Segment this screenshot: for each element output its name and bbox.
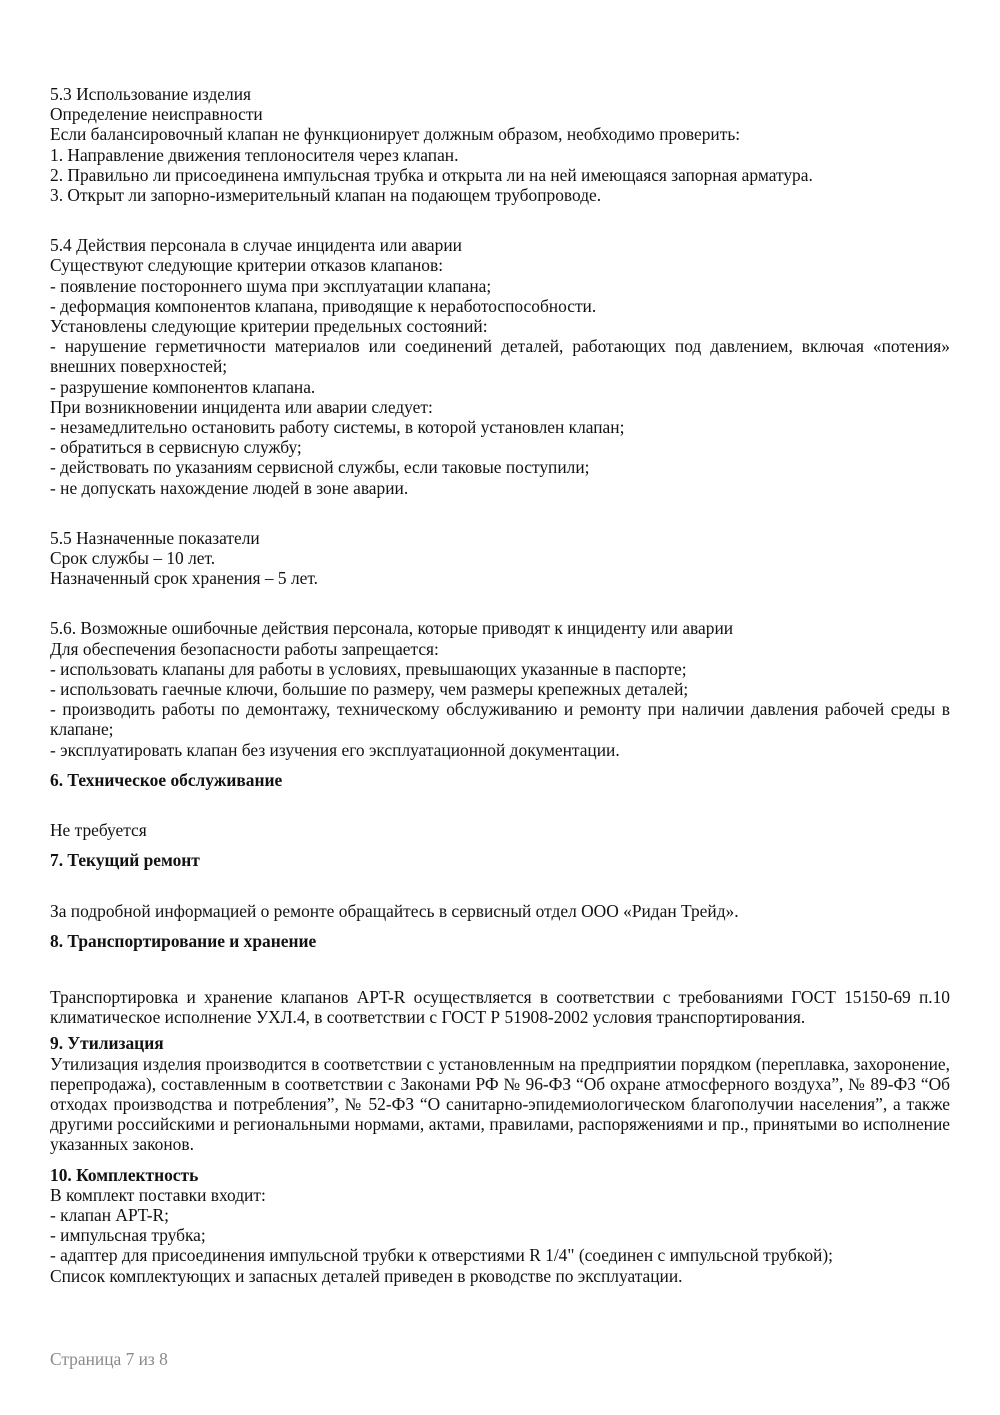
section-5-3-title: 5.3 Использование изделия xyxy=(50,84,252,104)
section-7-heading: 7. Текущий ремонт xyxy=(50,850,200,871)
text-line: Существуют следующие критерии отказов клапанов: xyxy=(50,255,444,276)
section-10-heading: 10. Комплектность xyxy=(50,1164,199,1185)
spacer xyxy=(50,840,950,850)
text-line: - незамедлительно остановить работу системы, в которой установлен клапан; xyxy=(50,417,625,438)
section-6-text: Не требуется xyxy=(50,820,147,841)
text-line: - использовать клапаны для работы в условиях, превышающих указанные в паспорте; xyxy=(50,658,687,679)
text-line: - клапан APT-R; xyxy=(50,1204,169,1225)
text-line: Срок службы – 10 лет. xyxy=(50,548,216,569)
text-line: 2. Правильно ли присоединена импульсная трубка и открыта ли на ней имеющаяся запорная арматура. xyxy=(50,164,813,185)
text-line: Для обеспечения безопасности работы запрещается: xyxy=(50,638,439,659)
spacer xyxy=(50,951,950,987)
section-9-heading: 9. Утилизация xyxy=(50,1033,164,1054)
text-line: Назначенный срок хранения – 5 лет. xyxy=(50,568,319,589)
text-line: Установлены следующие критерии предельных состояний: xyxy=(50,316,488,337)
text-line: При возникновении инцидента или аварии следует: xyxy=(50,396,433,417)
text-line: - импульсная трубка; xyxy=(50,1225,206,1246)
spacer xyxy=(50,921,950,931)
spacer xyxy=(50,760,950,770)
text-line: - появление постороннего шума при эксплуатации клапана; xyxy=(50,275,492,296)
text-line: Определение неисправности xyxy=(50,104,263,125)
spacer xyxy=(50,205,950,235)
spacer xyxy=(50,588,950,618)
text-line: - эксплуатировать клапан без изучения его эксплуатационной документации. xyxy=(50,739,620,760)
text-line: - деформация компонентов клапана, приводящие к неработоспособности. xyxy=(50,295,597,316)
text-line: - обратиться в сервисную службу; xyxy=(50,437,302,458)
text-line: В комплект поставки входит: xyxy=(50,1184,266,1205)
text-paragraph: - нарушение герметичности материалов или соединений деталей, работающих под давлением, включая «потения» внешних поверхностей; xyxy=(50,336,950,377)
text-line: - разрушение компонентов клапана. xyxy=(50,376,316,397)
document-page xyxy=(50,84,950,1286)
section-5-6-title: 5.6. Возможные ошибочные действия персонала, которые приводят к инциденту или аварии xyxy=(50,618,734,639)
spacer xyxy=(50,790,950,820)
section-7-text: За подробной информацией о ремонте обращайтесь в сервисный отдел ООО «Ридан Трейд». xyxy=(50,900,739,921)
text-line: 3. Открыт ли запорно-измерительный клапан на подающем трубопроводе. xyxy=(50,185,602,206)
text-line: - действовать по указаниям сервисной службы, если таковые поступили; xyxy=(50,457,590,478)
section-5-4-title: 5.4 Действия персонала в случае инцидента или аварии xyxy=(50,235,462,256)
text-line: - использовать гаечные ключи, большие по размеру, чем размеры крепежных деталей; xyxy=(50,679,689,700)
page-number: Страница 7 из 8 xyxy=(50,1349,168,1369)
section-9-text: Утилизация изделия производится в соответствии с установленным на предприятии порядком (переплавка, захоронение, перепродажа), составленным в соответствии с Законами РФ № 96-ФЗ “Об охране атмосферного воздуха”, № 89-ФЗ “Об отходах производства и потребления”, № 52-ФЗ “О санитарно-эпидемиологическом благополучии населения”, а также другими российскими и региональными нормами, актами, правилами, распоряжениями и пр., принятыми во исполнение указанных законов. xyxy=(50,1053,950,1155)
text-paragraph: - адаптер для присоединения импульсной трубки к отверстиями R 1/4" (соединен с импульсной трубкой); xyxy=(50,1245,833,1266)
section-8-text: Транспортировка и хранение клапанов APT-R осуществляется в соответствии с требованиями ГОСТ 15150-69 п.10 климатическое исполнение УХЛ.4, в соответствии с ГОСТ Р 51908-2002 условия транспортирования. xyxy=(50,986,950,1028)
spacer xyxy=(50,871,950,901)
section-6-heading: 6. Техническое обслуживание xyxy=(50,769,283,790)
text-line: 1. Направление движения теплоносителя через клапан. xyxy=(50,144,459,165)
spacer xyxy=(50,1155,950,1165)
spacer xyxy=(50,498,950,528)
text-line: Если балансировочный клапан не функционирует должным образом, необходимо проверить: xyxy=(50,124,741,145)
text-line: - не допускать нахождение людей в зоне аварии. xyxy=(50,477,409,498)
text-line: Список комплектующих и запасных деталей приведен в рководстве по эксплуатации. xyxy=(50,1265,683,1286)
text-paragraph: - производить работы по демонтажу, техническому обслуживанию и ремонту при наличии давления рабочей среды в клапане; xyxy=(50,699,950,740)
section-8-heading: 8. Транспортирование и хранение xyxy=(50,930,317,951)
section-5-5-title: 5.5 Назначенные показатели xyxy=(50,527,260,548)
